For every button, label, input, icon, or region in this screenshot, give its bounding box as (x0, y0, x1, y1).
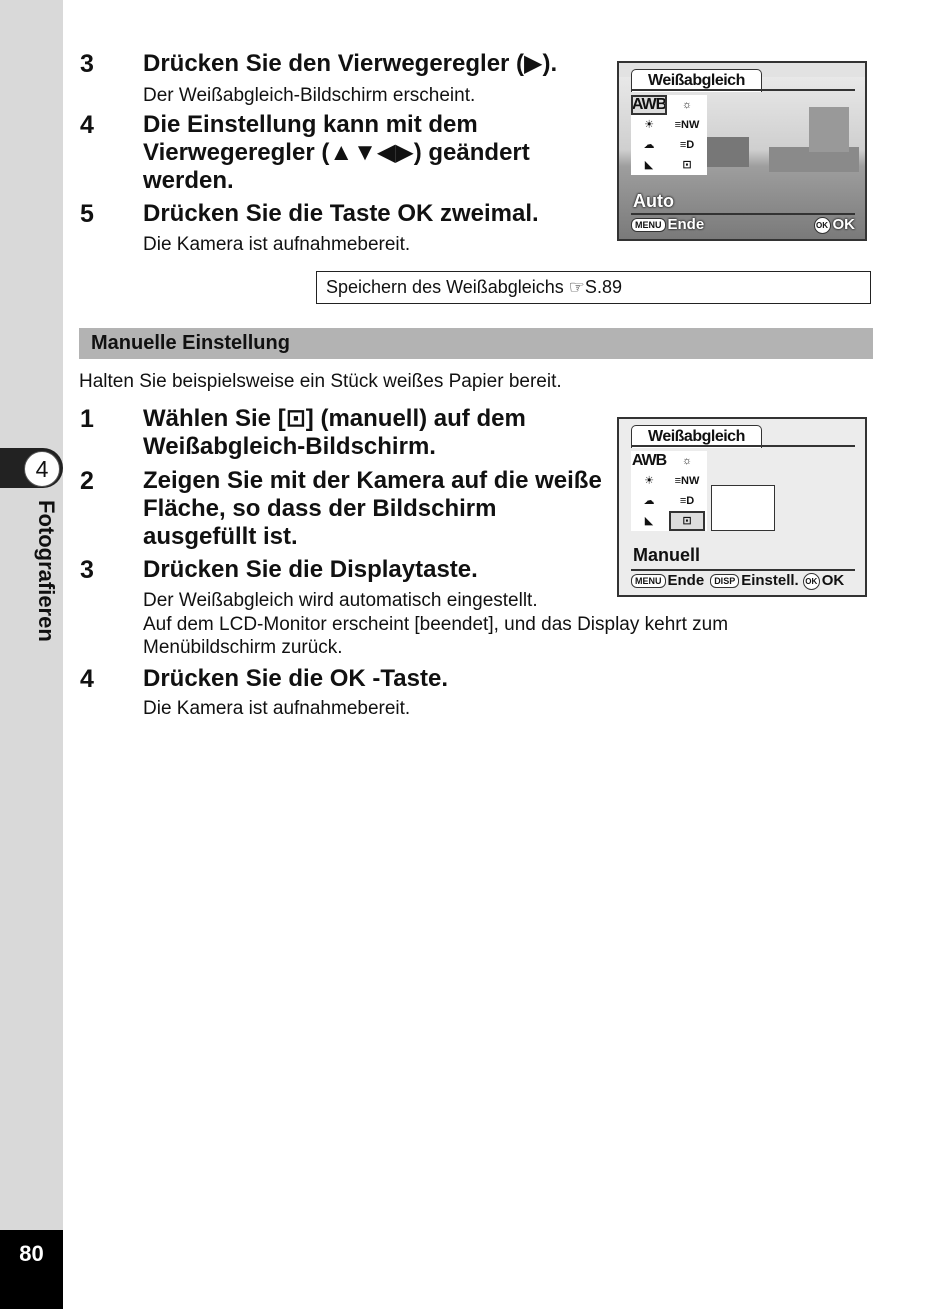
tungsten-icon: ☼ (681, 99, 693, 111)
wb-mode-label: Manuell (633, 545, 701, 565)
step-heading: Drücken Sie die Displaytaste. (143, 556, 478, 583)
menu-button-icon: MENU (631, 574, 666, 588)
step-note: Die Kamera ist aufnahmebereit. (143, 698, 411, 719)
step-number: 5 (80, 200, 94, 228)
step-note: Menübildschirm zurück. (143, 637, 343, 658)
step-heading: Drücken Sie den Vierwegeregler (▶). (143, 50, 558, 77)
screen-tab: Weißabgleich (631, 69, 762, 92)
wb-mode-grid (631, 95, 707, 175)
daylight-icon: ☀ (644, 119, 654, 131)
step-note: Der Weißabgleich wird automatisch eingestellt. (143, 590, 538, 611)
step-heading: Die Einstellung kann mit dem Vierwegeregler (▲▼◀▶) geändert werden. (143, 111, 530, 194)
ok-action-label: OK (821, 572, 845, 589)
fluorescent-nw-option: ≡NW (674, 119, 700, 131)
cloudy-icon: ☁ (643, 139, 655, 151)
shade-icon: ◣ (644, 515, 654, 527)
step-number: 4 (80, 665, 94, 693)
fluorescent-d-option: ≡D (679, 139, 695, 151)
page-number: 80 (0, 1230, 63, 1309)
manual-wb-icon: ⊡ (682, 159, 692, 171)
manual-wb-icon: ⊡ (669, 511, 705, 531)
screen-footer (631, 215, 855, 235)
cloudy-icon: ☁ (643, 495, 655, 507)
step-note: Die Kamera ist aufnahmebereit. (143, 234, 411, 255)
awb-option: AWB (631, 96, 667, 113)
camera-screen-manual (617, 417, 867, 597)
screen-footer (631, 571, 855, 591)
step-number: 3 (80, 50, 94, 78)
ok-button-icon: OK (814, 217, 831, 234)
step-number: 4 (80, 111, 94, 139)
menu-button-icon: MENU (631, 218, 666, 232)
ok-button-icon: OK (803, 573, 820, 590)
section-header: Manuelle Einstellung (79, 328, 873, 359)
step-number: 1 (80, 405, 94, 433)
step-number: 2 (80, 467, 94, 495)
chapter-sidebar (0, 0, 63, 1309)
wb-mode-grid (631, 451, 707, 531)
menu-action-label: Ende (667, 572, 705, 589)
fluorescent-nw-option: ≡NW (674, 475, 700, 487)
section-intro: Halten Sie beispielsweise ein Stück weißes Papier bereit. (79, 371, 562, 392)
screen-tab: Weißabgleich (631, 425, 762, 448)
menu-action-label: Ende (667, 216, 705, 233)
step-note: Auf dem LCD-Monitor erscheint [beendet], und das Display kehrt zum (143, 614, 729, 635)
fluorescent-d-option: ≡D (679, 495, 695, 507)
step-heading: Wählen Sie [⊡] (manuell) auf dem Weißabgleich-Bildschirm. (143, 405, 526, 460)
manual-wb-icon: ⊡ (285, 405, 306, 432)
step-heading: Drücken Sie die OK -Taste. (143, 665, 448, 692)
ok-action-label: OK (832, 216, 855, 233)
chapter-number: 4 (24, 451, 60, 487)
step-heading: Zeigen Sie mit der Kamera auf die weiße Fläche, so dass der Bildschirm ausgefüllt ist. (143, 467, 602, 550)
tungsten-icon: ☼ (681, 455, 693, 467)
wb-mode-label: Auto (633, 191, 674, 211)
shade-icon: ◣ (644, 159, 654, 171)
chapter-title: Fotografieren (34, 500, 59, 642)
awb-option: AWB (631, 452, 667, 469)
step-heading: Drücken Sie die Taste OK zweimal. (143, 200, 539, 227)
step-note: Der Weißabgleich-Bildschirm erscheint. (143, 85, 476, 106)
step-number: 3 (80, 556, 94, 584)
camera-screen-auto (617, 61, 867, 241)
daylight-icon: ☀ (644, 475, 654, 487)
disp-action-label: Einstell. (741, 572, 799, 589)
disp-button-icon: DISP (710, 574, 739, 588)
manual-preview-frame (711, 485, 775, 531)
reference-box: Speichern des Weißabgleichs ☞S.89 (316, 271, 871, 304)
